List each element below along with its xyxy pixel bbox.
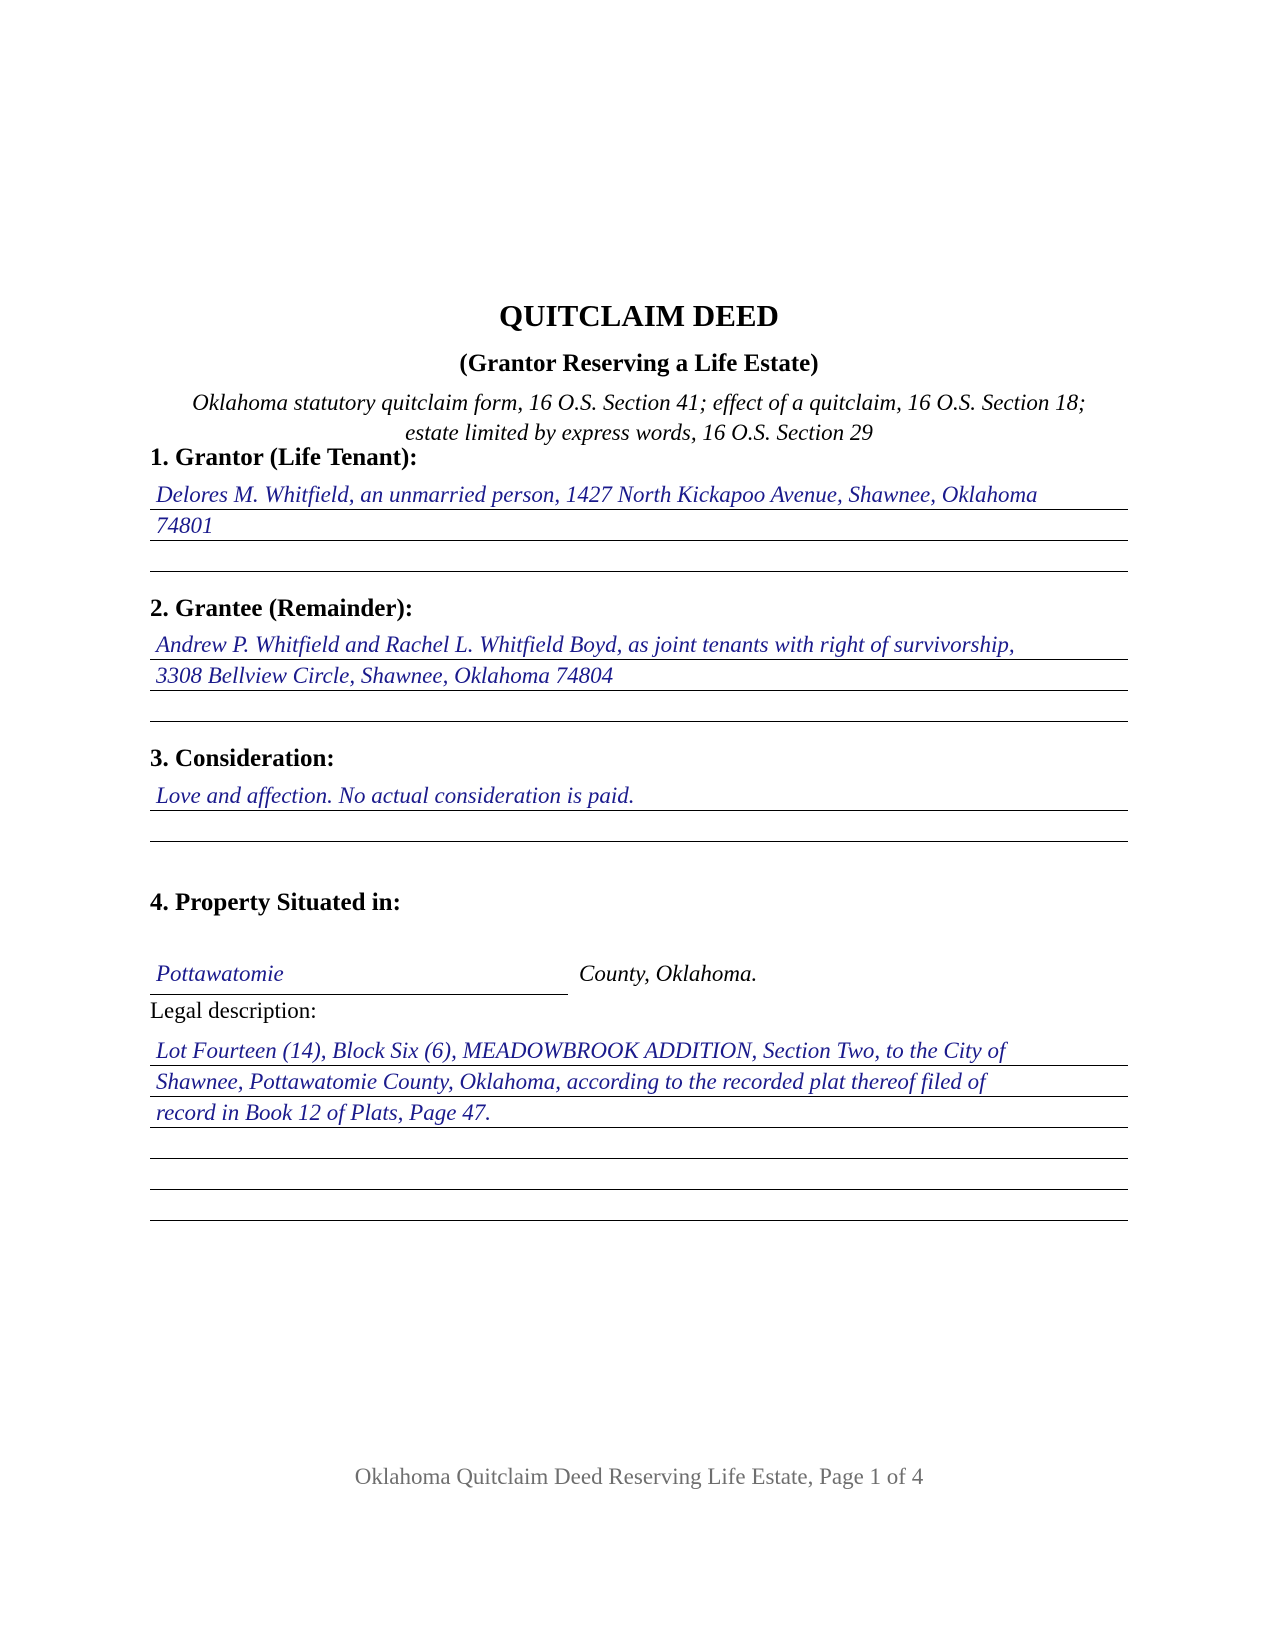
grantor-heading: 1. Grantor (Life Tenant):	[150, 444, 418, 471]
grantor-line-3[interactable]	[150, 541, 1128, 572]
document-subtitle: (Grantor Reserving a Life Estate)	[459, 350, 819, 377]
deed-page	[150, 0, 1128, 1650]
county-suffix: County, Oklahoma.	[579, 961, 758, 986]
legal-line-1[interactable]: Lot Fourteen (14), Block Six (6), MEADOWBROOK ADDITION, Section Two, to the City of	[150, 1035, 1128, 1066]
legal-line-5[interactable]	[150, 1159, 1128, 1190]
grantee-field[interactable]	[150, 629, 1128, 722]
grantee-line-2[interactable]: 3308 Bellview Circle, Shawnee, Oklahoma 74804	[150, 660, 1128, 691]
legal-line-3[interactable]: record in Book 12 of Plats, Page 47.	[150, 1097, 1128, 1128]
statutory-citation	[150, 388, 1128, 448]
document-title: QUITCLAIM DEED	[499, 298, 779, 333]
grantee-line-1[interactable]: Andrew P. Whitfield and Rachel L. Whitfield Boyd, as joint tenants with right of survivorship,	[150, 629, 1128, 660]
legal-line-2[interactable]: Shawnee, Pottawatomie County, Oklahoma, according to the recorded plat thereof filed of	[150, 1066, 1128, 1097]
grantor-line-1[interactable]: Delores M. Whitfield, an unmarried person, 1427 North Kickapoo Avenue, Shawnee, Oklahoma	[150, 479, 1128, 510]
grantee-line-3[interactable]	[150, 691, 1128, 722]
legal-description-field[interactable]	[150, 1035, 1128, 1221]
grantor-field[interactable]	[150, 479, 1128, 572]
grantee-heading: 2. Grantee (Remainder):	[150, 595, 414, 622]
county-row	[150, 955, 1128, 995]
citation-line-2: estate limited by express words, 16 O.S. Section 29	[405, 420, 873, 445]
county-field[interactable]: Pottawatomie	[150, 955, 568, 995]
legal-line-6[interactable]	[150, 1190, 1128, 1221]
citation-line-1: Oklahoma statutory quitclaim form, 16 O.S. Section 41; effect of a quitclaim, 16 O.S. Section 18;	[192, 390, 1086, 415]
property-heading: 4. Property Situated in:	[150, 889, 401, 916]
consideration-line-2[interactable]	[150, 811, 1128, 842]
consideration-heading: 3. Consideration:	[150, 745, 335, 772]
consideration-line-1[interactable]: Love and affection. No actual consideration is paid.	[150, 780, 1128, 811]
grantor-line-2[interactable]: 74801	[150, 510, 1128, 541]
page-footer: Oklahoma Quitclaim Deed Reserving Life Estate, Page 1 of 4	[354, 1464, 924, 1489]
legal-line-4[interactable]	[150, 1128, 1128, 1159]
consideration-field[interactable]	[150, 780, 1128, 842]
legal-description-label: Legal description:	[150, 998, 317, 1023]
